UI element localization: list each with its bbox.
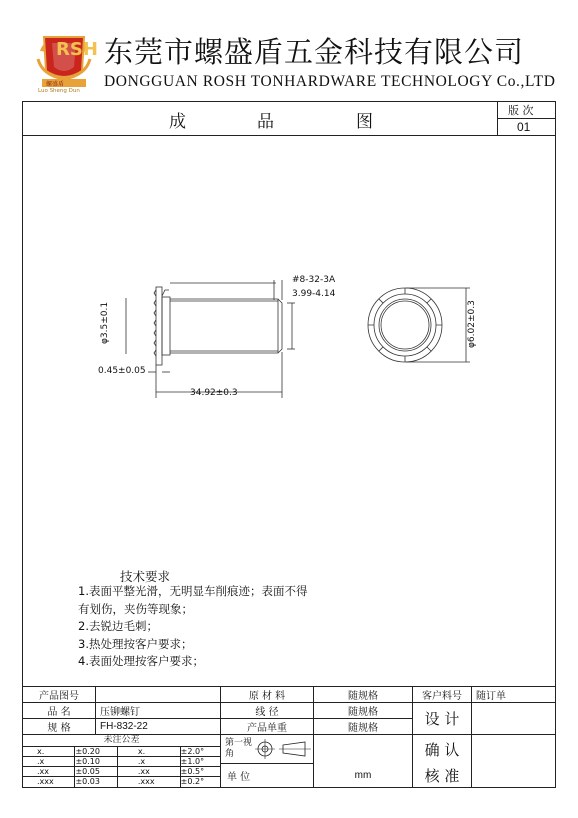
tol-linear-value: ±0.05 xyxy=(75,767,117,777)
name-label: 品 名 xyxy=(23,703,96,719)
requirement-line-1: 1.表面平整光滑，无明显车削痕迹；表面不得 xyxy=(78,584,308,598)
overall-length-label: 34.92±0.3 xyxy=(190,388,238,398)
logo-subtext: Luo Sheng Dun xyxy=(38,88,80,94)
company-name-cn: 东莞市螺盛盾五金科技有限公司 xyxy=(104,35,525,69)
title-char-3: 图 xyxy=(356,112,373,132)
tolerance-title: 未注公差 xyxy=(103,735,140,745)
head-dia-label: φ6.02±0.3 xyxy=(467,300,477,348)
title-block xyxy=(22,686,556,788)
confirm-label: 确 认 xyxy=(424,741,460,759)
tol-linear-key: .xxx xyxy=(23,777,75,787)
frame-left-line xyxy=(22,101,23,787)
customer-no-value: 随订单 xyxy=(472,687,556,703)
unit-value: mm xyxy=(354,769,372,781)
requirement-line-5: 4.表面处理按客户要求； xyxy=(78,654,204,668)
material-value: 随规格 xyxy=(314,687,413,703)
requirement-line-2: 有划伤，夹伤等现象； xyxy=(78,602,193,616)
first-angle-projection-icon xyxy=(253,737,313,761)
requirement-line-3: 2.去锐边毛刺； xyxy=(78,619,158,633)
end-view-drawing xyxy=(360,280,480,380)
version-label: 版 次 xyxy=(508,104,534,117)
frame-right-line xyxy=(555,101,556,787)
weight-value: 随规格 xyxy=(314,719,413,735)
tol-linear-key: .x xyxy=(23,757,75,767)
customer-no-label: 客户料号 xyxy=(413,687,472,703)
logo-text: 螺盛盾 xyxy=(46,81,65,88)
version-value: 01 xyxy=(517,120,531,134)
name-value: 压铆螺钉 xyxy=(96,703,221,719)
title-row-divider xyxy=(22,135,556,136)
product-no-value xyxy=(96,687,221,703)
tol-angle-key: .xx xyxy=(117,767,180,777)
tolerance-cell xyxy=(23,735,221,788)
tol-linear-key: x. xyxy=(23,747,75,757)
tol-angle-value: ±0.2° xyxy=(180,777,220,787)
spec-label: 规 格 xyxy=(23,719,96,735)
design-value xyxy=(472,703,556,735)
tol-linear-value: ±0.20 xyxy=(75,747,117,757)
shank-dia-label: φ3.5±0.1 xyxy=(100,301,110,344)
tol-linear-value: ±0.03 xyxy=(75,777,117,787)
company-name-en: DONGGUAN ROSH TONHARDWARE TECHNOLOGY Co.,LTD xyxy=(104,73,556,90)
title-char-1: 成 xyxy=(169,112,186,132)
design-label: 设 计 xyxy=(413,703,472,735)
company-logo xyxy=(34,31,98,97)
thread-spec-label: #8-32-3A xyxy=(292,275,336,285)
head-thickness-label: 0.45±0.05 xyxy=(98,366,146,376)
weight-label: 产品单重 xyxy=(221,719,314,735)
tol-angle-value: ±2.0° xyxy=(180,747,220,757)
wire-label: 线 径 xyxy=(221,703,314,719)
tol-angle-key: .xxx xyxy=(117,777,180,787)
tol-angle-key: x. xyxy=(117,747,180,757)
wire-value: 随规格 xyxy=(314,703,413,719)
unit-value-cell xyxy=(314,735,413,788)
confirm-approve-labels xyxy=(413,735,472,788)
tol-angle-value: ±0.5° xyxy=(180,767,220,777)
product-no-label: 产品图号 xyxy=(23,687,96,703)
requirements-title: 技术要求 xyxy=(120,569,171,584)
spec-value: FH-832-22 xyxy=(96,719,221,735)
tol-linear-value: ±0.10 xyxy=(75,757,117,767)
projection-cell xyxy=(221,735,314,788)
frame-top-line xyxy=(22,101,556,102)
requirement-line-4: 3.热处理按客户要求； xyxy=(78,637,193,651)
approve-label: 核 准 xyxy=(424,767,460,785)
material-label: 原 材 料 xyxy=(221,687,314,703)
thread-length-label: 3.99-4.14 xyxy=(292,289,336,299)
tol-angle-value: ±1.0° xyxy=(180,757,220,767)
tol-angle-key: .x xyxy=(117,757,180,767)
projection-label: 第一视角 xyxy=(225,738,253,759)
confirm-approve-values xyxy=(472,735,556,788)
version-mid-line xyxy=(497,118,555,119)
title-char-2: 品 xyxy=(257,112,274,132)
logo-letters: RSH xyxy=(56,39,98,60)
unit-label: 单 位 xyxy=(227,771,251,783)
tol-linear-key: .xx xyxy=(23,767,75,777)
